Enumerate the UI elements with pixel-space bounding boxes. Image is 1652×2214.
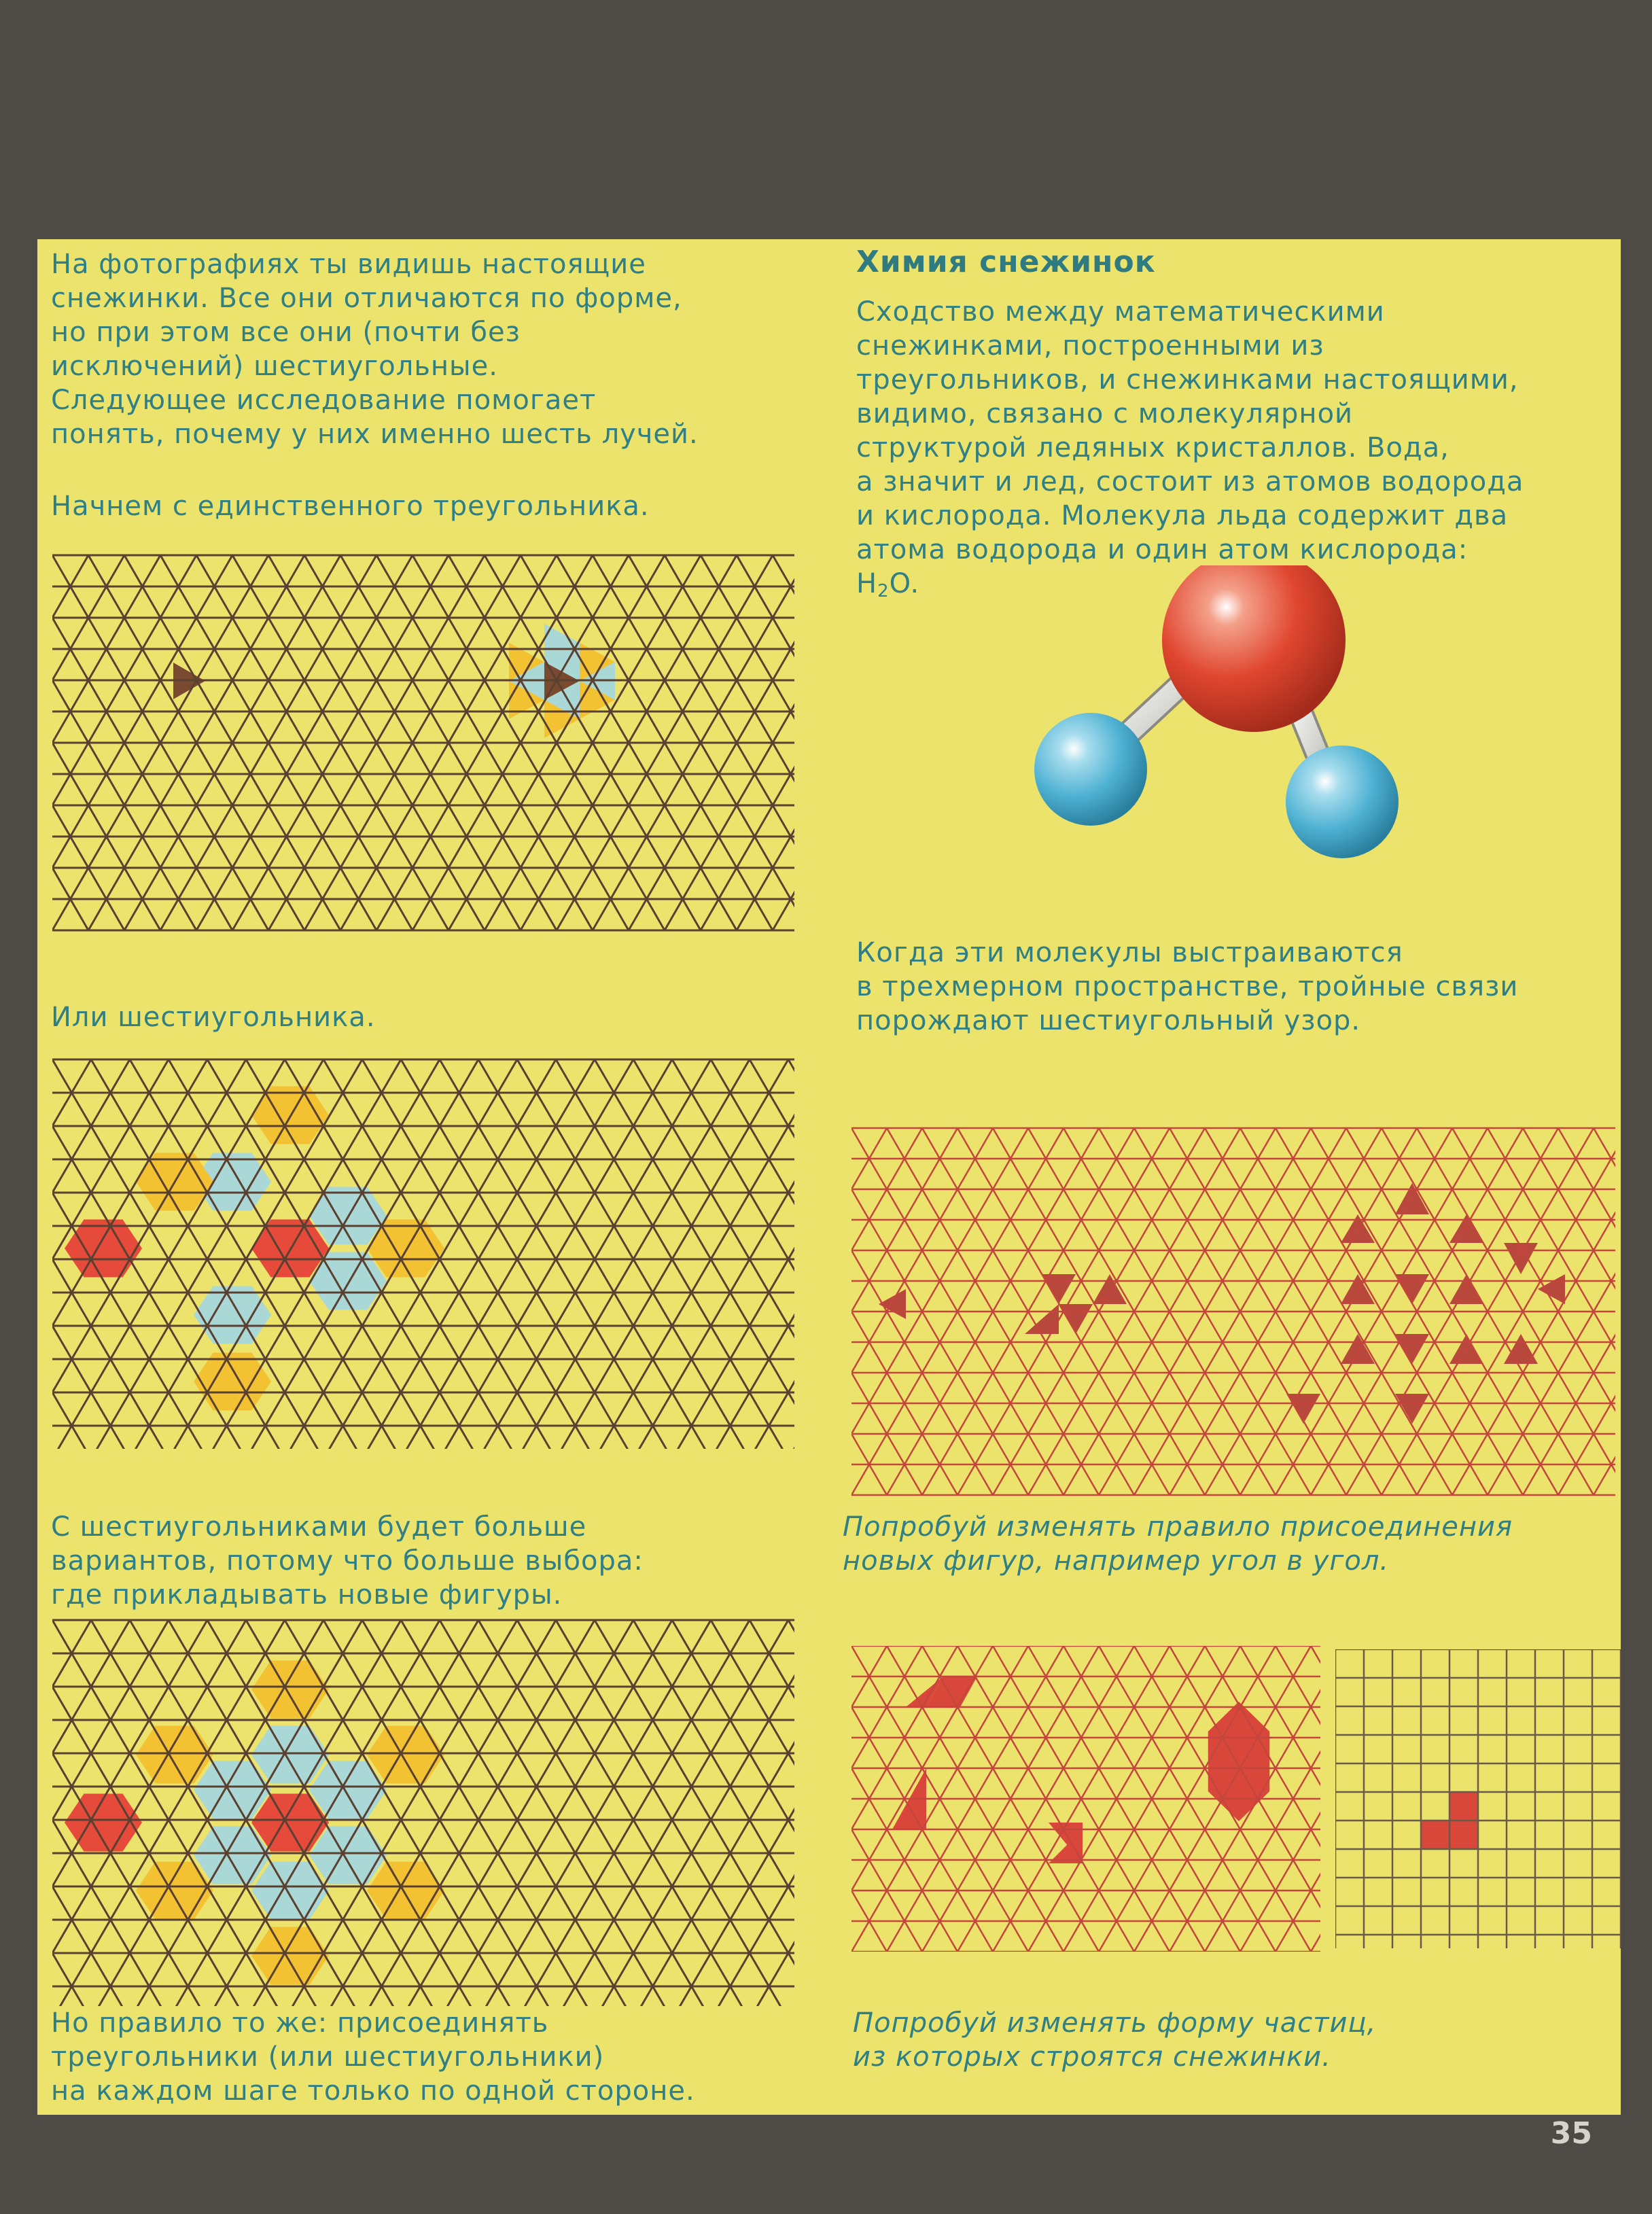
triangle-grid [52,552,794,932]
grid-shapes [65,1087,444,1411]
paper-sheet [37,239,1621,2115]
try-shape-caption: Попробуй изменять форму частиц, из которых строятся снежинки. [853,2007,1377,2073]
try-corner-caption: Попробуй изменять правило присоединения новых фигур, например угол в угол. [843,1511,1513,1577]
page [0,239,1652,2214]
formula-subscript: 2 [877,581,890,601]
section-heading: Химия снежинок [856,245,1156,279]
grid-lines [851,1646,1320,1952]
start-triangle-caption: Начнем с единственного треугольника. [51,491,650,522]
formula-o: O. [889,568,920,599]
square-grid-lines [1335,1649,1621,1948]
hexagon-grid-expanded [52,1619,794,2013]
page-number: 35 [1550,2116,1592,2151]
more-variants-caption: С шестиугольниками будет больше вариантов, потому что больше выбора: где прикладывать новые фигуры. [51,1511,644,1611]
grid-lines [52,555,794,930]
water-molecule-icon [989,565,1478,892]
water-formula [856,567,919,608]
chemistry-paragraph: Сходство между математическими снежинками, построенными из треугольников, и снежинками настоящими, видимо, связано с молекулярной структурой ледяных кристаллов. Вода, а значит и лед, состоит из атомов водорода и кислорода. Молекула льда содержит два атома водорода и один атом кислорода: [856,296,1524,565]
grid-shapes [892,1676,1269,1863]
grid-lines [851,1128,1615,1495]
or-hexagon-caption: Или шестиугольника. [51,1002,376,1033]
grid-lines [52,1620,794,2013]
shapes-triangle-grid [851,1646,1320,1952]
formula-h: H [856,568,878,599]
intro-paragraph: На фотографиях ты видишь настоящие снежинки. Все они отличаются по форме, но при этом все они (почти без исключений) шестиугольные. Следующее исследование помогает понять, почему у них именно шесть лучей. [51,249,699,450]
hexagon-grid [52,1058,794,1449]
square-grid [1335,1649,1621,1948]
corner-rule-grid [851,1126,1615,1503]
same-rule-caption: Но правило то же: присоединять треугольники (или шестиугольники) на каждом шаге только по одной стороне. [51,2006,826,2108]
molecules-paragraph: Когда эти молекулы выстраиваются в трехмерном пространстве, тройные связи порождают шестиугольный узор. [856,937,1519,1036]
